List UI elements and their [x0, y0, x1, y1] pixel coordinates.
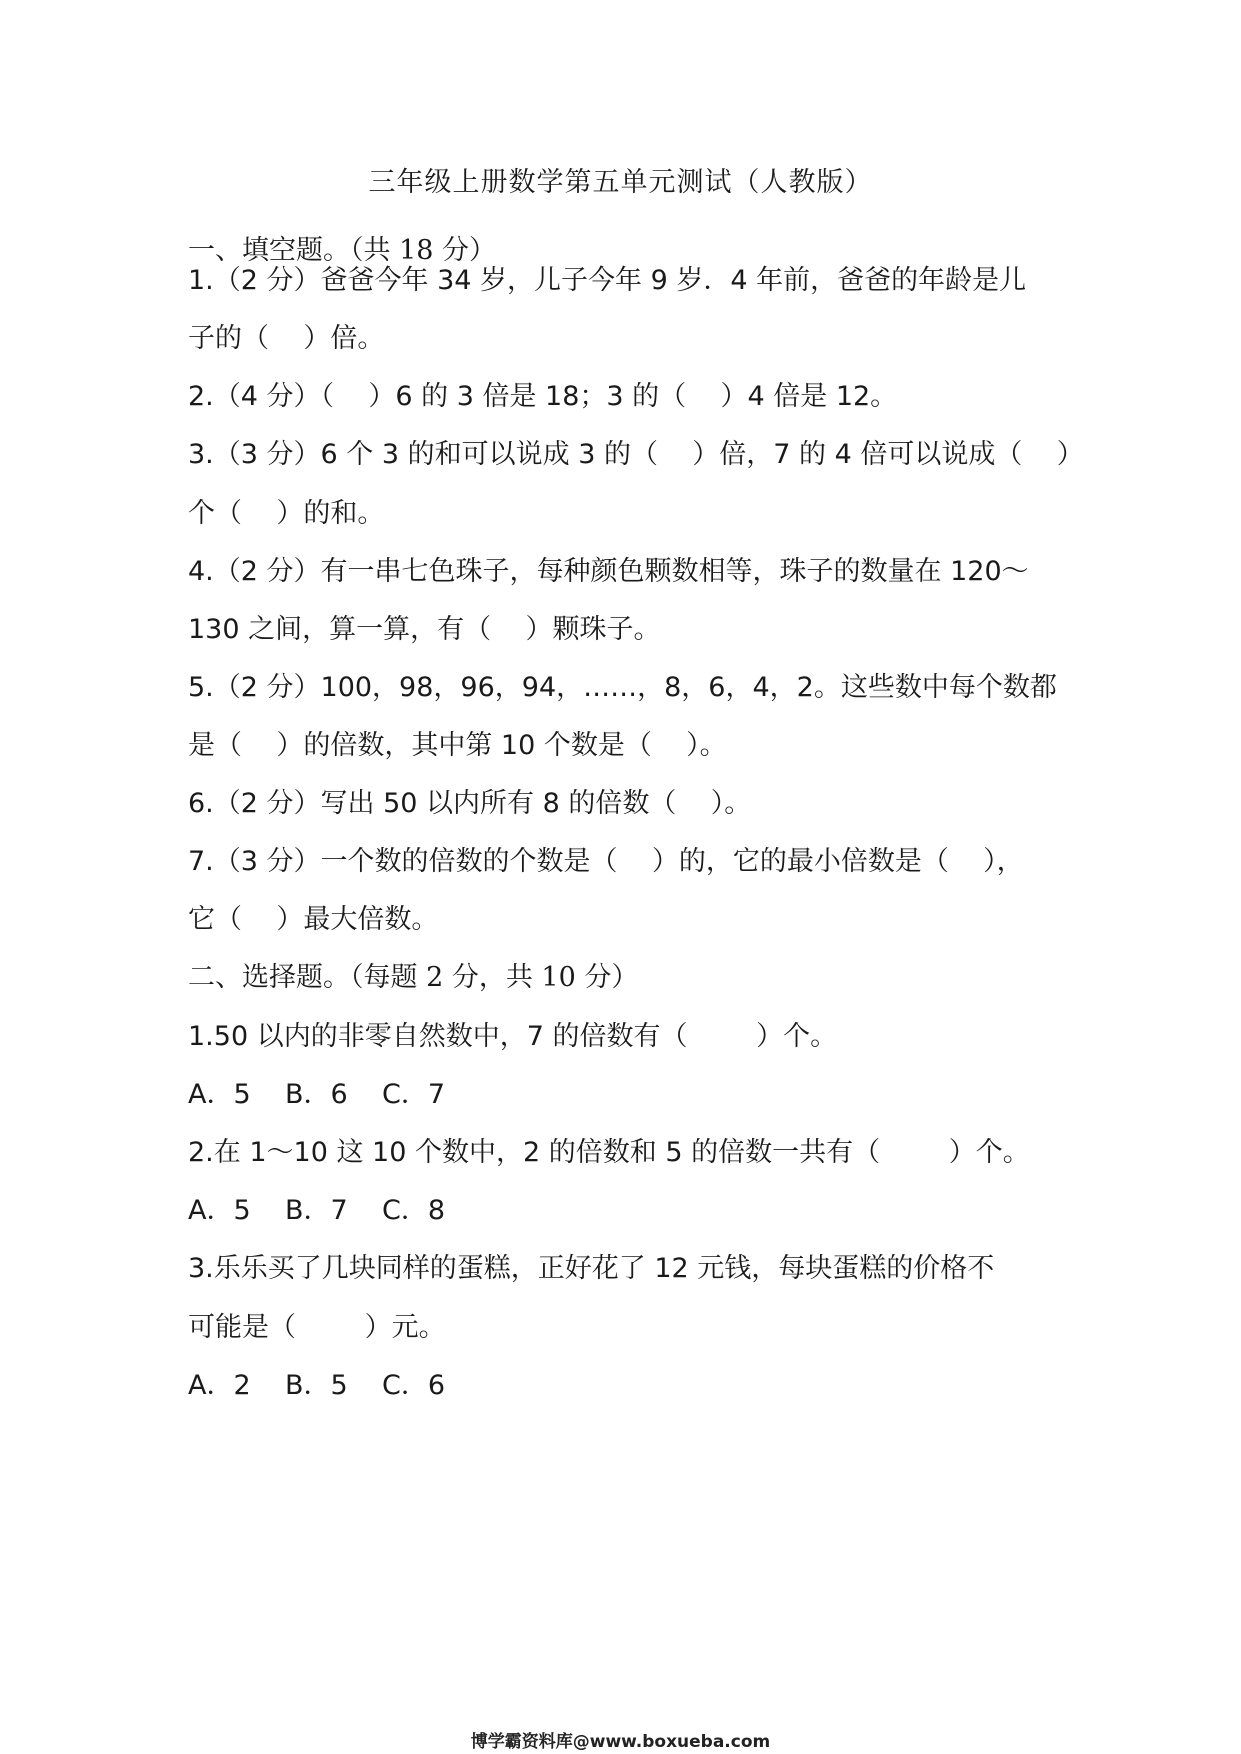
question-line: 个（ ）的和。: [188, 498, 385, 529]
question-line: 3.（3 分）6 个 3 的和可以说成 3 的（ ）倍，7 的 4 倍可以说成（ ）: [188, 439, 1084, 470]
question-line: 6.（2 分）写出 50 以内所有 8 的倍数（ ）。: [188, 788, 752, 819]
page-title: 三年级上册数学第五单元测试（人教版）: [368, 167, 873, 198]
answer-options: A．2 B．5 C．6: [188, 1370, 446, 1401]
section-heading-fill-blank: 一、填空题。（共 18 分）: [188, 235, 497, 266]
question-line: 1.50 以内的非零自然数中，7 的倍数有（ ）个。: [188, 1021, 838, 1052]
question-line: 2.在 1～10 这 10 个数中，2 的倍数和 5 的倍数一共有（ ）个。: [188, 1137, 1030, 1168]
question-line: 可能是（ ）元。: [188, 1312, 446, 1343]
question-line: 7.（3 分）一个数的倍数的个数是（ ）的，它的最小倍数是（ ），: [188, 846, 1024, 877]
question-line: 130 之间，算一算，有（ ）颗珠子。: [188, 614, 661, 645]
section-heading-multiple-choice: 二、选择题。（每题 2 分，共 10 分）: [188, 962, 639, 993]
question-line: 子的（ ）倍。: [188, 323, 385, 354]
question-line: 它（ ）最大倍数。: [188, 904, 439, 935]
answer-options: A．5 B．7 C．8: [188, 1195, 446, 1226]
question-line: 4.（2 分）有一串七色珠子，每种颜色颗数相等，珠子的数量在 120～: [188, 556, 1029, 587]
question-line: 是（ ）的倍数，其中第 10 个数是（ ）。: [188, 730, 727, 761]
question-line: 1.（2 分）爸爸今年 34 岁，儿子今年 9 岁．4 年前，爸爸的年龄是儿: [188, 265, 1027, 296]
answer-options: A．5 B．6 C．7: [188, 1079, 446, 1110]
question-line: 3.乐乐买了几块同样的蛋糕，正好花了 12 元钱，每块蛋糕的价格不: [188, 1253, 995, 1284]
footer-watermark: 博学霸资料库@www.boxueba.com: [470, 1732, 771, 1752]
question-line: 2.（4 分）（ ）6 的 3 倍是 18；3 的（ ）4 倍是 12。: [188, 381, 898, 412]
question-line: 5.（2 分）100，98，96，94，……，8，6，4，2。这些数中每个数都: [188, 672, 1057, 703]
